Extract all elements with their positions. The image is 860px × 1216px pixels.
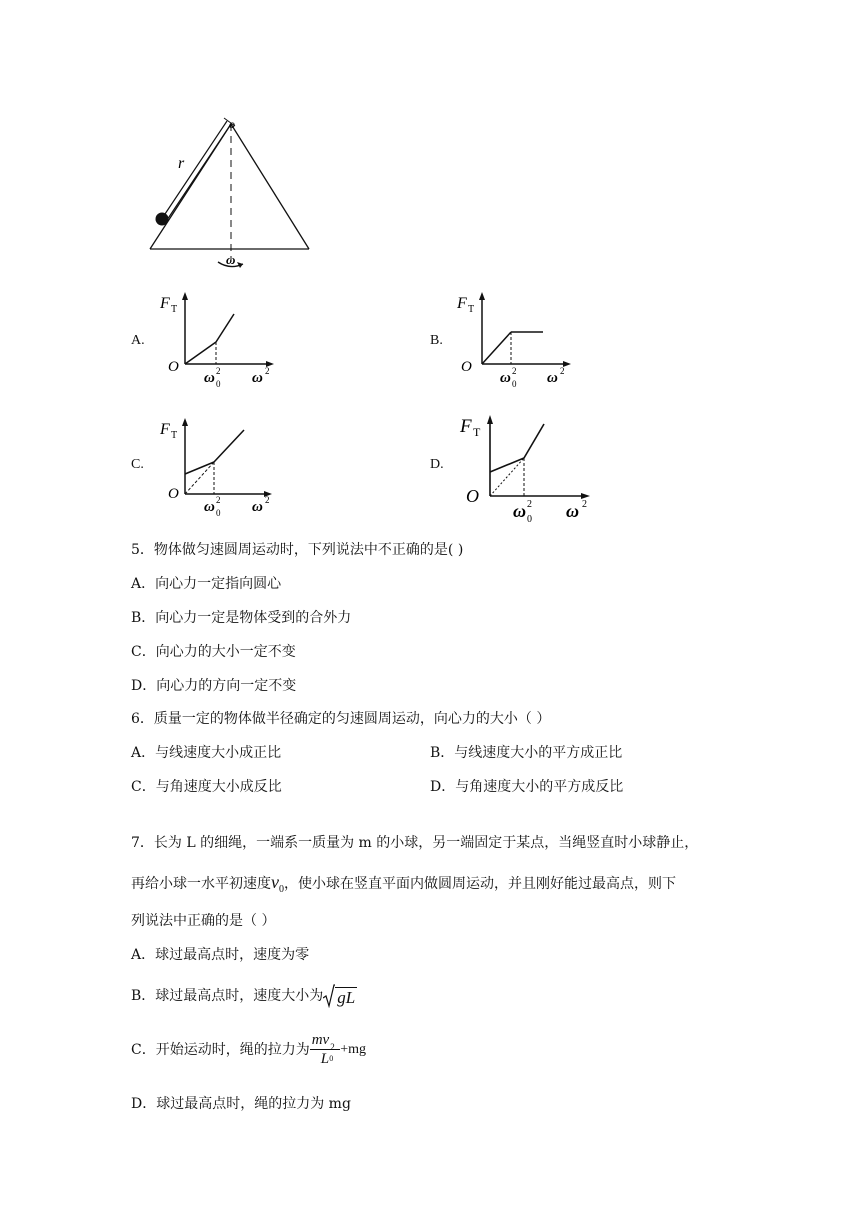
graph-a-x-tick: ω — [204, 370, 215, 386]
fraction-mv0-over-l — [310, 1031, 341, 1068]
q6-option-d: D．与角速度大小的平方成反比 — [430, 779, 624, 795]
graph-d-y-sub: T — [473, 425, 481, 439]
q7-option-a: A．球过最高点时，速度为零 — [131, 947, 310, 963]
q7-line2-pre: 再给小球一水平初速度 — [131, 876, 271, 892]
option-c-letter: C. — [131, 457, 144, 472]
q7-line3: 列说法中正确的是（ ） — [131, 913, 276, 929]
graph-a-x-label: ω — [252, 370, 263, 386]
q7-v0-var: v — [271, 872, 279, 892]
graph-c-x-tick-sub: 0 — [216, 508, 221, 516]
frac-num-sub: 0 — [329, 1054, 334, 1063]
q7-option-b — [131, 984, 357, 1008]
q5-option-a: A．向心力一定指向圆心 — [131, 576, 282, 592]
option-d-letter: D. — [430, 457, 444, 472]
graph-b-origin: O — [461, 359, 472, 375]
q7-line2 — [131, 872, 676, 900]
graph-c-y-sub: T — [171, 430, 178, 441]
graph-d-x-tick-sup: 2 — [527, 499, 532, 510]
q5-option-d: D．向心力的方向一定不变 — [131, 678, 297, 694]
graph-d-origin: O — [466, 486, 479, 506]
q7-line1: 7．长为 L 的细绳，一端系一质量为 m 的小球，另一端固定于某点，当绳竖直时小球静止， — [131, 835, 699, 851]
q7-option-c-post: +mg — [340, 1041, 367, 1057]
frac-num-sup: 2 — [330, 1042, 335, 1052]
q7-v0-sub: 0 — [279, 883, 284, 895]
graph-c-y-label: F — [160, 421, 170, 438]
graph-a-x-tick-sup: 2 — [216, 366, 221, 376]
graph-a-x-tick-sub: 0 — [216, 379, 221, 387]
graph-c-segment-1 — [185, 462, 214, 474]
graph-b-x-tick-sup: 2 — [512, 366, 517, 376]
graph-d-x-label-sup: 2 — [582, 499, 587, 510]
cone-right-edge — [231, 124, 309, 249]
graph-b-y-label: F — [457, 295, 467, 312]
q5-option-c: C．向心力的大小一定不变 — [131, 644, 296, 660]
graph-c — [158, 416, 278, 516]
q7-line2-post: ，使小球在竖直平面内做圆周运动，并且刚好能过最高点，则下 — [284, 876, 676, 892]
graph-a-y-sub: T — [171, 304, 178, 315]
string-line-2 — [167, 124, 231, 220]
q6-option-c: C．与角速度大小成反比 — [131, 779, 282, 795]
graph-b-x-label: ω — [547, 370, 558, 386]
graph-d-y-label: F — [460, 416, 472, 437]
label-omega: ω — [226, 252, 236, 267]
graph-b-y-sub: T — [468, 304, 475, 315]
q6-option-b: B．与线速度大小的平方成正比 — [430, 745, 623, 761]
graph-a-y-label: F — [160, 295, 170, 312]
graph-c-x-label-sup: 2 — [265, 495, 270, 505]
q7-option-c — [131, 1031, 366, 1068]
graph-a-segment-1 — [185, 342, 216, 364]
frac-num-mv: mv — [311, 1032, 330, 1048]
frac-den-l: L — [320, 1051, 330, 1067]
graph-d-segment-1 — [490, 458, 524, 472]
q7-option-b-text: B．球过最高点时，速度大小为 — [131, 988, 324, 1004]
graph-b-segment-1 — [482, 332, 511, 364]
graph-b-x-tick-sub: 0 — [512, 379, 517, 387]
ball — [156, 213, 169, 226]
option-a-letter: A. — [131, 333, 145, 348]
string-line — [163, 121, 227, 217]
graph-c-x-label: ω — [252, 499, 263, 515]
q6-stem: 6．质量一定的物体做半径确定的匀速圆周运动，向心力的大小（ ） — [131, 711, 551, 727]
label-r: r — [178, 155, 185, 172]
graph-a-origin: O — [168, 359, 179, 375]
graph-c-segment-2 — [214, 430, 244, 462]
graph-a-x-label-sup: 2 — [265, 366, 270, 376]
graph-a — [158, 292, 278, 387]
graph-d-x-tick: ω — [513, 501, 527, 521]
graph-c-x-tick: ω — [204, 499, 215, 515]
cone-figure — [140, 112, 330, 277]
graph-d — [458, 412, 598, 522]
graph-b-x-tick: ω — [500, 370, 511, 386]
graph-b — [455, 292, 575, 387]
option-b-letter: B. — [430, 333, 443, 348]
graph-b-x-label-sup: 2 — [560, 366, 565, 376]
sqrt-icon — [323, 984, 335, 1008]
graph-d-x-tick-sub: 0 — [527, 514, 532, 522]
graph-c-x-tick-sup: 2 — [216, 495, 221, 505]
sqrt-radicand: gL — [337, 988, 356, 1007]
q7-option-d: D．球过最高点时，绳的拉力为 mg — [131, 1096, 351, 1112]
graph-c-origin: O — [168, 486, 179, 502]
label-o: o — [229, 117, 235, 131]
graph-a-segment-2 — [216, 314, 234, 342]
q6-option-a: A．与线速度大小成正比 — [131, 745, 282, 761]
q7-option-c-text: C．开始运动时，绳的拉力为 — [131, 1041, 310, 1058]
graph-d-segment-2 — [524, 424, 544, 458]
q5-option-b: B．向心力一定是物体受到的合外力 — [131, 610, 352, 626]
graph-d-x-label: ω — [566, 501, 580, 521]
sqrt-gl — [323, 984, 357, 1008]
q5-stem: 5．物体做匀速圆周运动时，下列说法中不正确的是( ) — [131, 542, 464, 558]
